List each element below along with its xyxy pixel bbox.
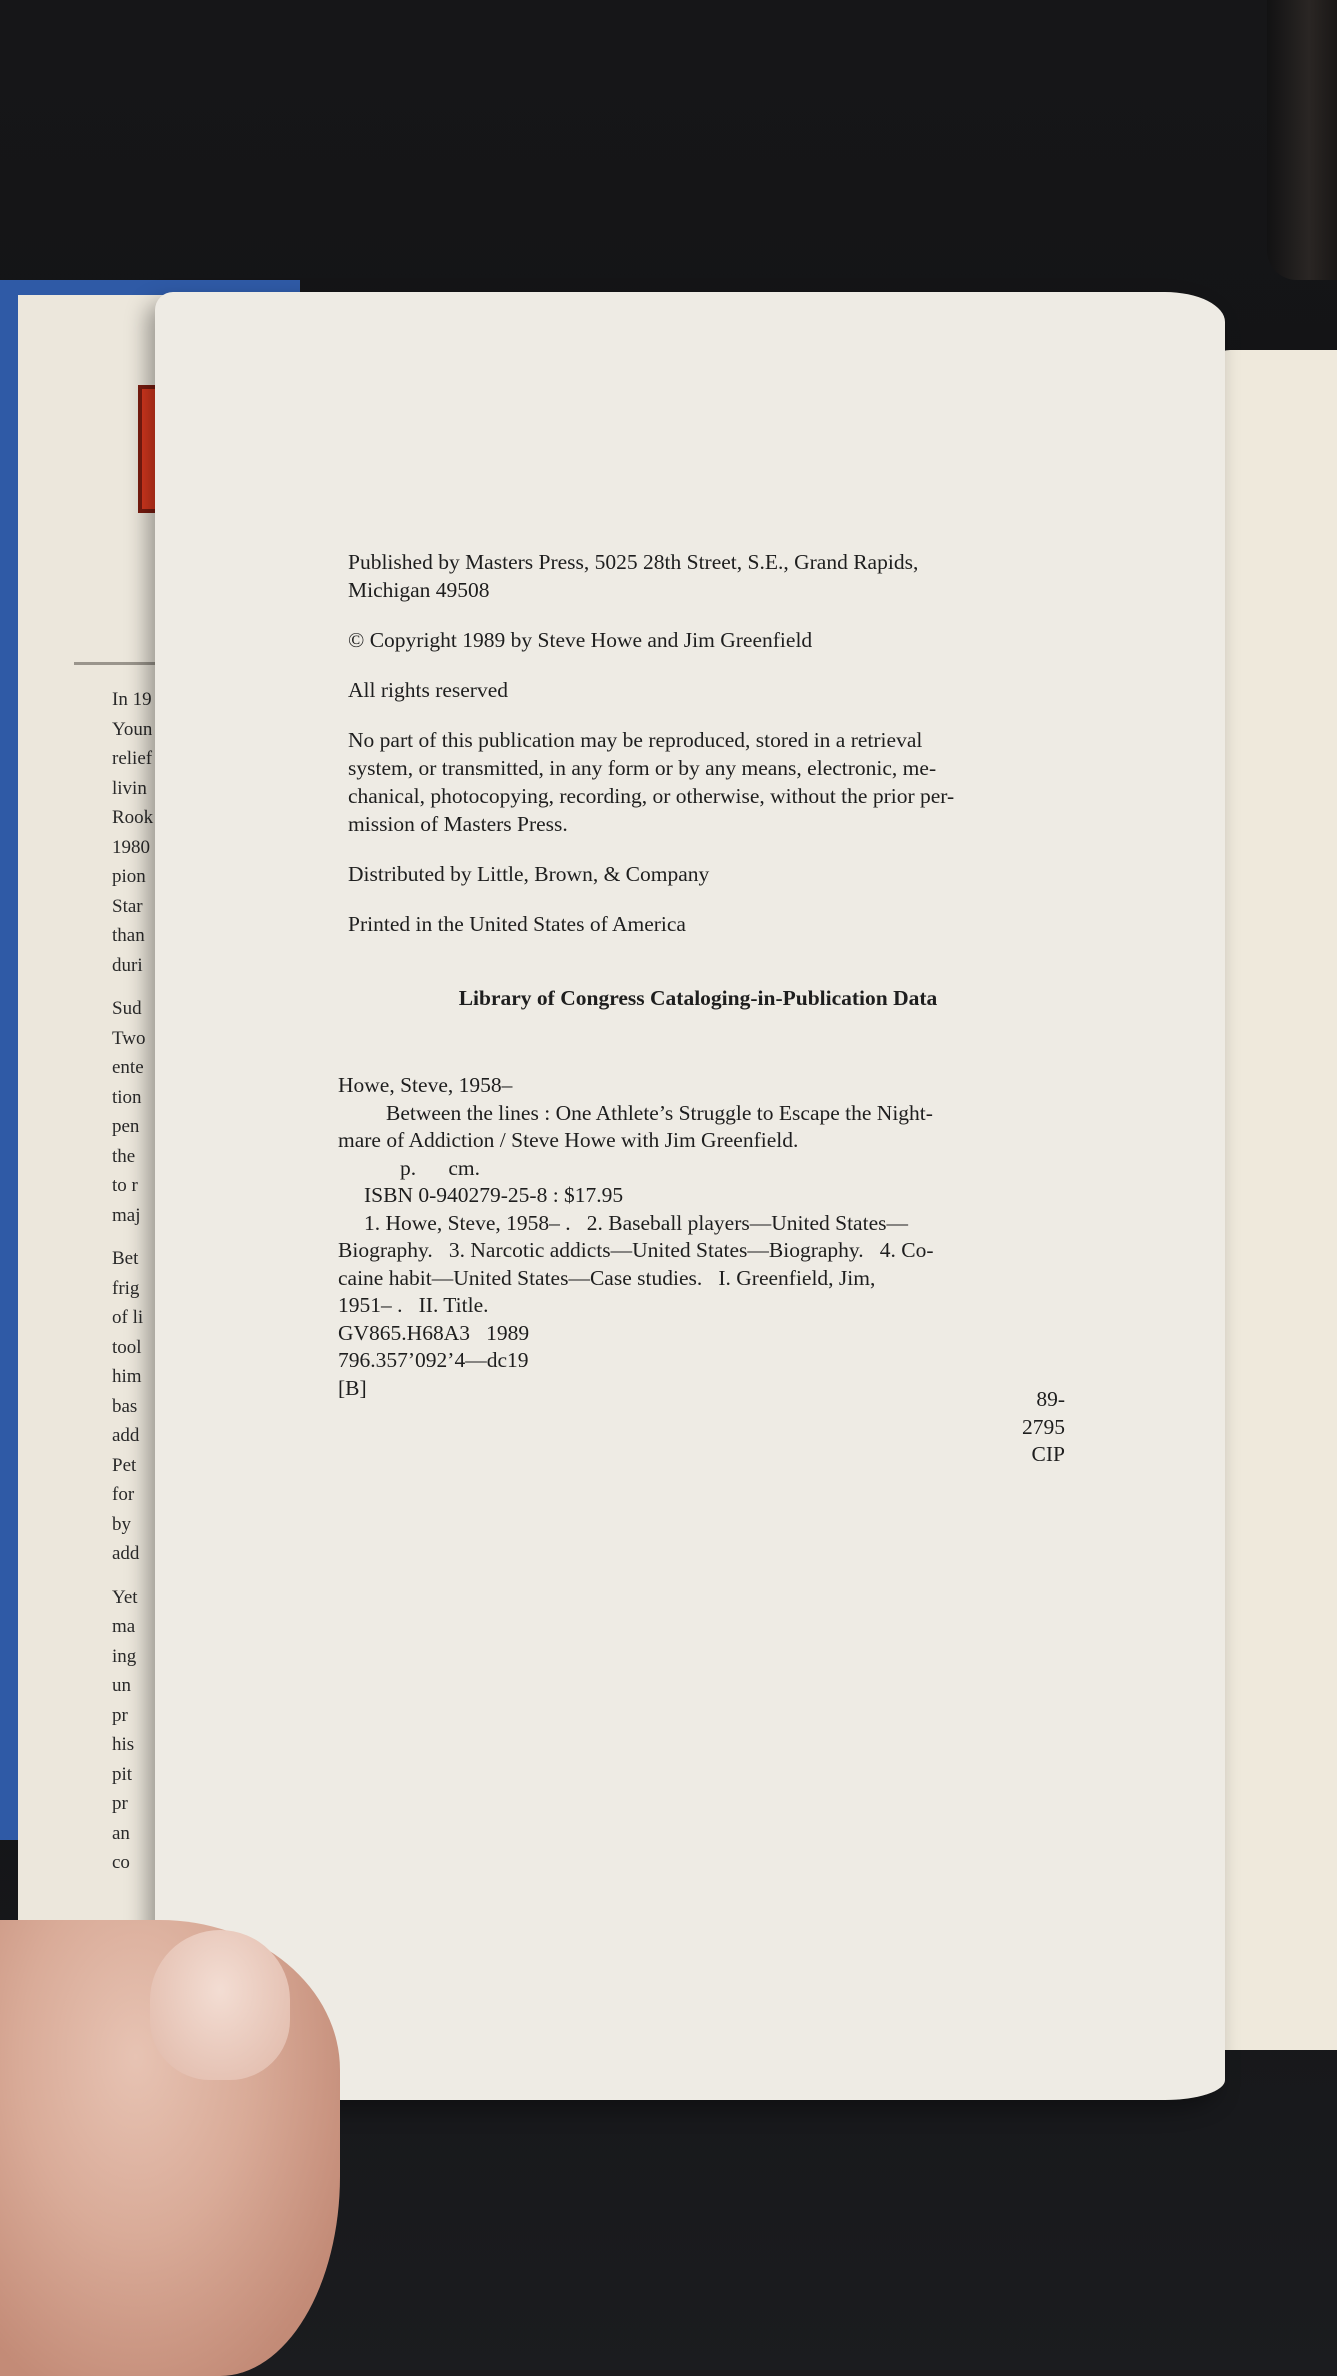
lccn-number: 89-2795: [1022, 1387, 1065, 1439]
jacket-fragment-line: pr: [112, 1793, 128, 1814]
notice-line: chanical, photocopying, recording, or otherwise, without the prior per-: [348, 784, 955, 808]
publisher-statement: [348, 548, 1068, 604]
rights-line: All rights reserved: [348, 678, 509, 702]
cip-line: mare of Addiction / Steve Howe with Jim Greenfield.: [338, 1128, 799, 1152]
distributor-line: Distributed by Little, Brown, & Company: [348, 862, 710, 886]
jacket-fragment-line: ing: [112, 1645, 137, 1667]
jacket-fragment-line: Yet: [112, 1586, 138, 1608]
jacket-fragment-line: livin: [112, 777, 147, 799]
jacket-fragment-line: tion: [112, 1086, 142, 1108]
cip-number: [995, 1386, 1065, 1469]
cip-line: 796.357’092’4—dc19: [338, 1348, 529, 1372]
copyright-text-block: [348, 548, 1068, 1034]
cip-line: Howe, Steve, 1958–: [338, 1073, 513, 1097]
notice-line: system, or transmitted, in any form or by any means, electronic, me-: [348, 756, 937, 780]
right-page: [1210, 350, 1337, 2050]
notice-line: No part of this publication may be reproduced, stored in a retrieval: [348, 728, 923, 752]
jacket-fragment-line: Bet: [112, 1248, 139, 1269]
jacket-fragment-line: 1980: [112, 836, 150, 858]
reproduction-notice: [348, 726, 1068, 838]
jacket-fragment-line: Youn: [112, 718, 153, 740]
jacket-fragment-line: Sud: [112, 998, 142, 1019]
jacket-fragment-line: to r: [112, 1175, 138, 1196]
jacket-fragment-line: of li: [112, 1307, 144, 1328]
jacket-fragment-line: pr: [112, 1704, 128, 1726]
cip-line: ISBN 0-940279-25-8 : $17.95: [364, 1183, 624, 1207]
cip-line: GV865.H68A3 1989: [338, 1320, 530, 1345]
jacket-fragment-line: by: [112, 1513, 131, 1535]
cip-line: 1. Howe, Steve, 1958– . 2. Baseball players—United States—: [364, 1210, 908, 1235]
cip-line: Between the lines : One Athlete’s Struggle to Escape the Night-: [386, 1100, 933, 1125]
publisher-line: Michigan 49508: [348, 578, 490, 602]
jacket-fragment-line: Pet: [112, 1454, 137, 1476]
jacket-fragment-line: ma: [112, 1616, 136, 1637]
jacket-fragment-line: bas: [112, 1395, 138, 1417]
jacket-fragment-line: the: [112, 1145, 136, 1167]
jacket-fragment-line: duri: [112, 954, 143, 976]
jacket-fragment-line: him: [112, 1366, 142, 1387]
notice-line: mission of Masters Press.: [348, 812, 568, 836]
jacket-fragment-line: pit: [112, 1763, 133, 1785]
jacket-fragment-line: co: [112, 1852, 130, 1873]
jacket-fragment-line: add: [112, 1543, 140, 1564]
jacket-fragment-line: relief: [112, 748, 153, 769]
leather-strap: [1267, 0, 1337, 280]
cip-line: p. cm.: [400, 1155, 481, 1180]
jacket-fragment-line: ente: [112, 1057, 144, 1078]
jacket-fragment-line: tool: [112, 1336, 142, 1358]
cip-line: caine habit—United States—Case studies. I. Greenfield, Jim,: [338, 1265, 876, 1290]
jacket-fragment-line: an: [112, 1822, 130, 1844]
publisher-line: Published by Masters Press, 5025 28th Street, S.E., Grand Rapids,: [348, 550, 919, 574]
jacket-fragment-line: his: [112, 1734, 135, 1755]
jacket-fragment-line: un: [112, 1675, 131, 1696]
cip-heading: Library of Congress Cataloging-in-Publication Data: [458, 986, 938, 1010]
jacket-fragment-line: Rook: [112, 807, 154, 828]
jacket-fragment-line: Star: [112, 895, 143, 917]
cip-line: Biography. 3. Narcotic addicts—United States—Biography. 4. Co-: [338, 1238, 934, 1262]
jacket-fragment-line: frig: [112, 1277, 140, 1299]
thumbnail: [150, 1930, 290, 2080]
jacket-fragment-line: pion: [112, 866, 146, 887]
jacket-fragment-line: add: [112, 1425, 140, 1446]
cip-line: 1951– . II. Title.: [338, 1293, 489, 1317]
printed-line: Printed in the United States of America: [348, 912, 686, 936]
copyright-line: © Copyright 1989 by Steve Howe and Jim Greenfield: [348, 628, 813, 652]
jacket-fragment-line: maj: [112, 1204, 141, 1226]
cip-record: [338, 1072, 1068, 1402]
jacket-fragment-line: pen: [112, 1116, 140, 1137]
jacket-fragment-line: Two: [112, 1027, 146, 1049]
cip-line: [B]: [338, 1375, 367, 1400]
jacket-fragment-line: than: [112, 925, 145, 946]
jacket-fragment-line: for: [112, 1484, 135, 1505]
jacket-fragment-line: In 19: [112, 689, 152, 710]
cip-label: CIP: [1031, 1442, 1065, 1466]
